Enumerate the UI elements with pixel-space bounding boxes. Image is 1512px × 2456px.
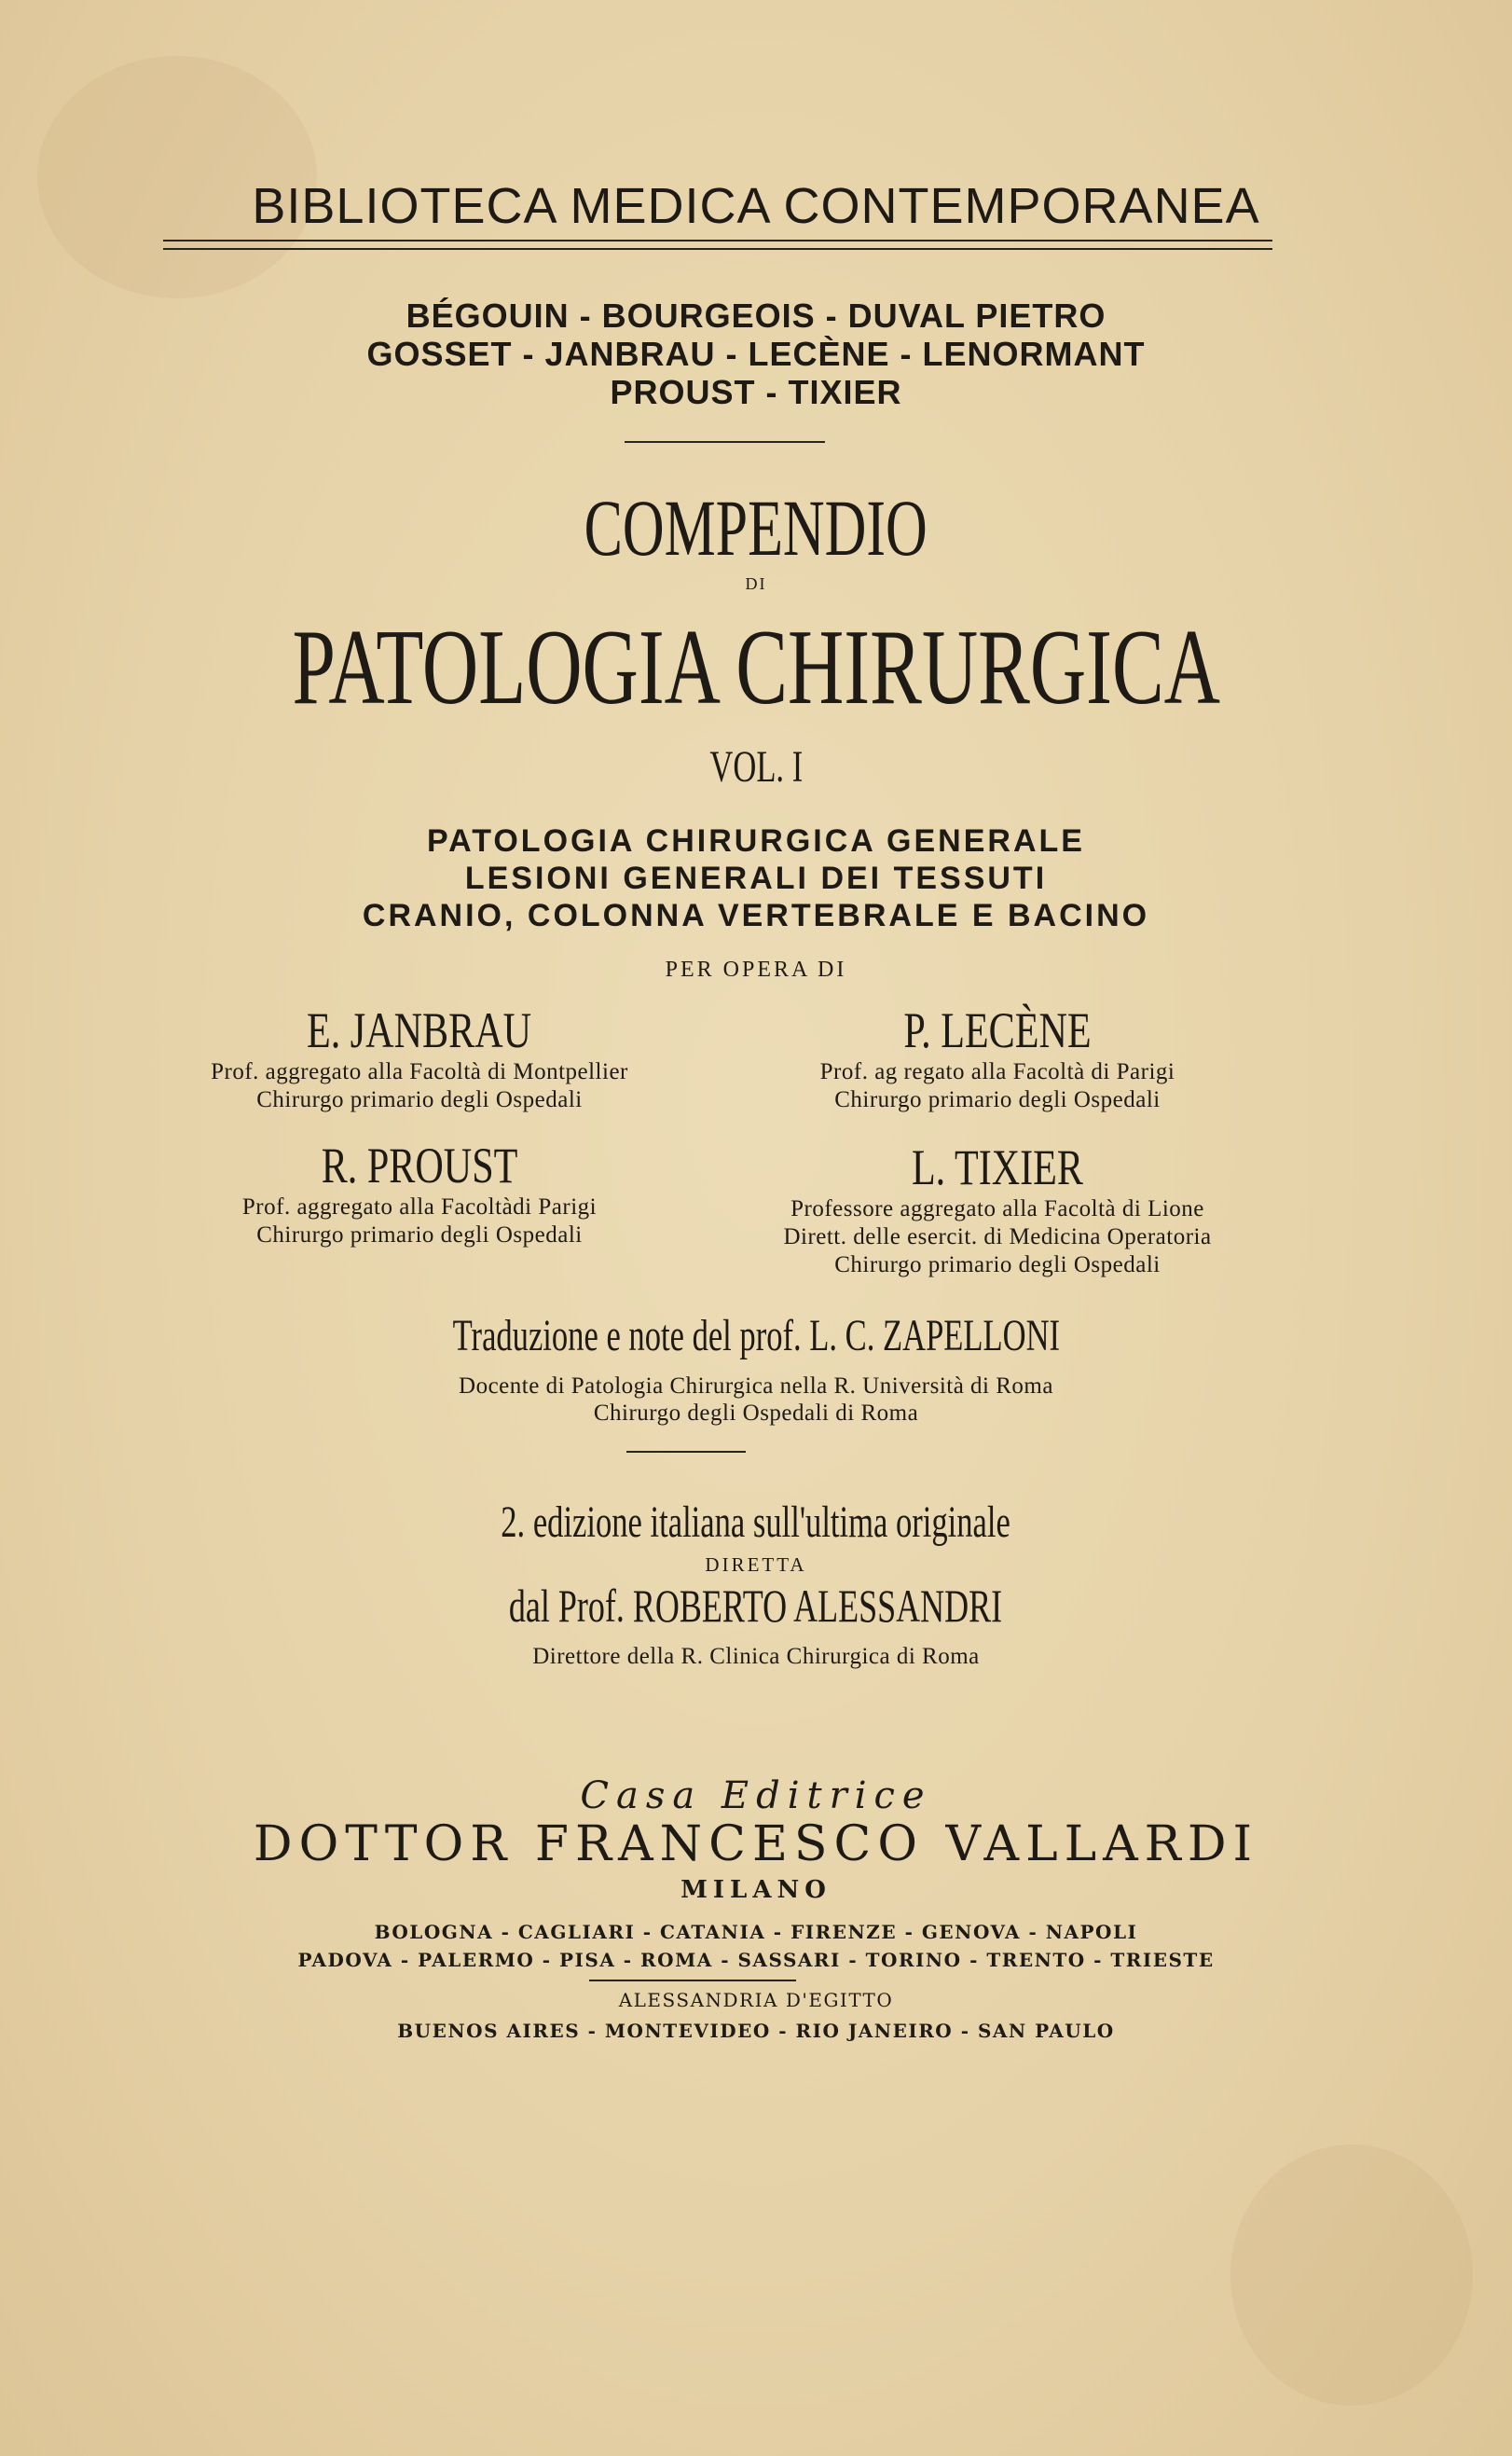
contributor-lecene bbox=[727, 1002, 1268, 1114]
main-title: PATOLOGIA CHIRURGICA bbox=[292, 608, 1220, 727]
cities-line: ALESSANDRIA D'EGITTO bbox=[618, 1989, 894, 2011]
edition: 2. edizione italiana sull'ultima originale bbox=[501, 1497, 1011, 1547]
contributor-affiliation: Chirurgo primario degli Ospedali bbox=[256, 1222, 583, 1248]
title-top: COMPENDIO bbox=[584, 483, 928, 573]
subtitle-line: PATOLOGIA CHIRURGICA GENERALE bbox=[427, 823, 1085, 859]
contributor-affiliation: Dirett. delle esercit. di Medicina Operatoria bbox=[783, 1224, 1212, 1249]
diretta: DIRETTA bbox=[705, 1553, 807, 1576]
publisher-name: DOTTOR FRANCESCO VALLARDI bbox=[253, 1816, 1259, 1872]
contributor-affiliation: Prof. aggregato alla Facoltà di Montpellier bbox=[211, 1059, 628, 1084]
contributor-janbrau bbox=[149, 1002, 690, 1114]
director: dal Prof. ROBERTO ALESSANDRI bbox=[509, 1580, 1003, 1632]
translator-affiliation: Chirurgo degli Ospedali di Roma bbox=[593, 1400, 919, 1426]
contributor-proust bbox=[149, 1138, 690, 1249]
subtitle-line: CRANIO, COLONNA VERTEBRALE E BACINO bbox=[362, 898, 1150, 933]
authors-line: BÉGOUIN - BOURGEOIS - DUVAL PIETRO bbox=[405, 297, 1107, 335]
publisher-house: Casa Editrice bbox=[580, 1774, 932, 1817]
title-di: DI bbox=[745, 574, 767, 593]
director-role: Direttore della R. Clinica Chirurgica di Roma bbox=[532, 1644, 980, 1669]
contributor-name: P. LECÈNE bbox=[903, 1002, 1092, 1058]
cities-line: PADOVA - PALERMO - PISA - ROMA - SASSARI - TORINO - TRENTO - TRIESTE bbox=[297, 1949, 1215, 1971]
contributor-affiliation: Chirurgo primario degli Ospedali bbox=[834, 1252, 1161, 1277]
divider bbox=[589, 1980, 796, 1981]
contributor-name: E. JANBRAU bbox=[307, 1002, 532, 1058]
authors-line: GOSSET - JANBRAU - LECÈNE - LENORMANT bbox=[366, 335, 1146, 373]
subtitle-line: LESIONI GENERALI DEI TESSUTI bbox=[464, 861, 1048, 896]
cities-line: BUENOS AIRES - MONTEVIDEO - RIO JANEIRO - SAN PAULO bbox=[397, 2020, 1115, 2042]
per-opera-di: PER OPERA DI bbox=[665, 958, 847, 982]
contributor-affiliation: Prof. ag regato alla Facoltà di Parigi bbox=[819, 1059, 1175, 1084]
contributor-affiliation: Chirurgo primario degli Ospedali bbox=[834, 1087, 1161, 1112]
translator-affiliation: Docente di Patologia Chirurgica nella R. Università di Roma bbox=[459, 1373, 1053, 1399]
cities-line: BOLOGNA - CAGLIARI - CATANIA - FIRENZE - GENOVA - NAPOLI bbox=[374, 1921, 1138, 1943]
paper-stain bbox=[1230, 2145, 1473, 2406]
contributor-affiliation: Professore aggregato alla Facoltà di Lione bbox=[790, 1196, 1204, 1221]
series-title: BIBLIOTECA MEDICA CONTEMPORANEA bbox=[252, 178, 1260, 234]
contributor-name: L. TIXIER bbox=[911, 1139, 1084, 1195]
authors-line: PROUST - TIXIER bbox=[610, 373, 902, 411]
volume: VOL. I bbox=[709, 742, 803, 792]
divider bbox=[625, 441, 825, 443]
publisher-city: MILANO bbox=[680, 1876, 832, 1904]
divider bbox=[163, 248, 1272, 250]
translation-credit: Traduzione e note del prof. L. C. ZAPELLONI bbox=[452, 1311, 1060, 1360]
contributor-tixier bbox=[718, 1139, 1277, 1279]
contributor-affiliation: Prof. aggregato alla Facoltàdi Parigi bbox=[241, 1194, 598, 1220]
divider bbox=[163, 240, 1272, 241]
contributor-name: R. PROUST bbox=[321, 1138, 518, 1194]
contributor-affiliation: Chirurgo primario degli Ospedali bbox=[256, 1087, 583, 1112]
divider bbox=[626, 1451, 746, 1453]
